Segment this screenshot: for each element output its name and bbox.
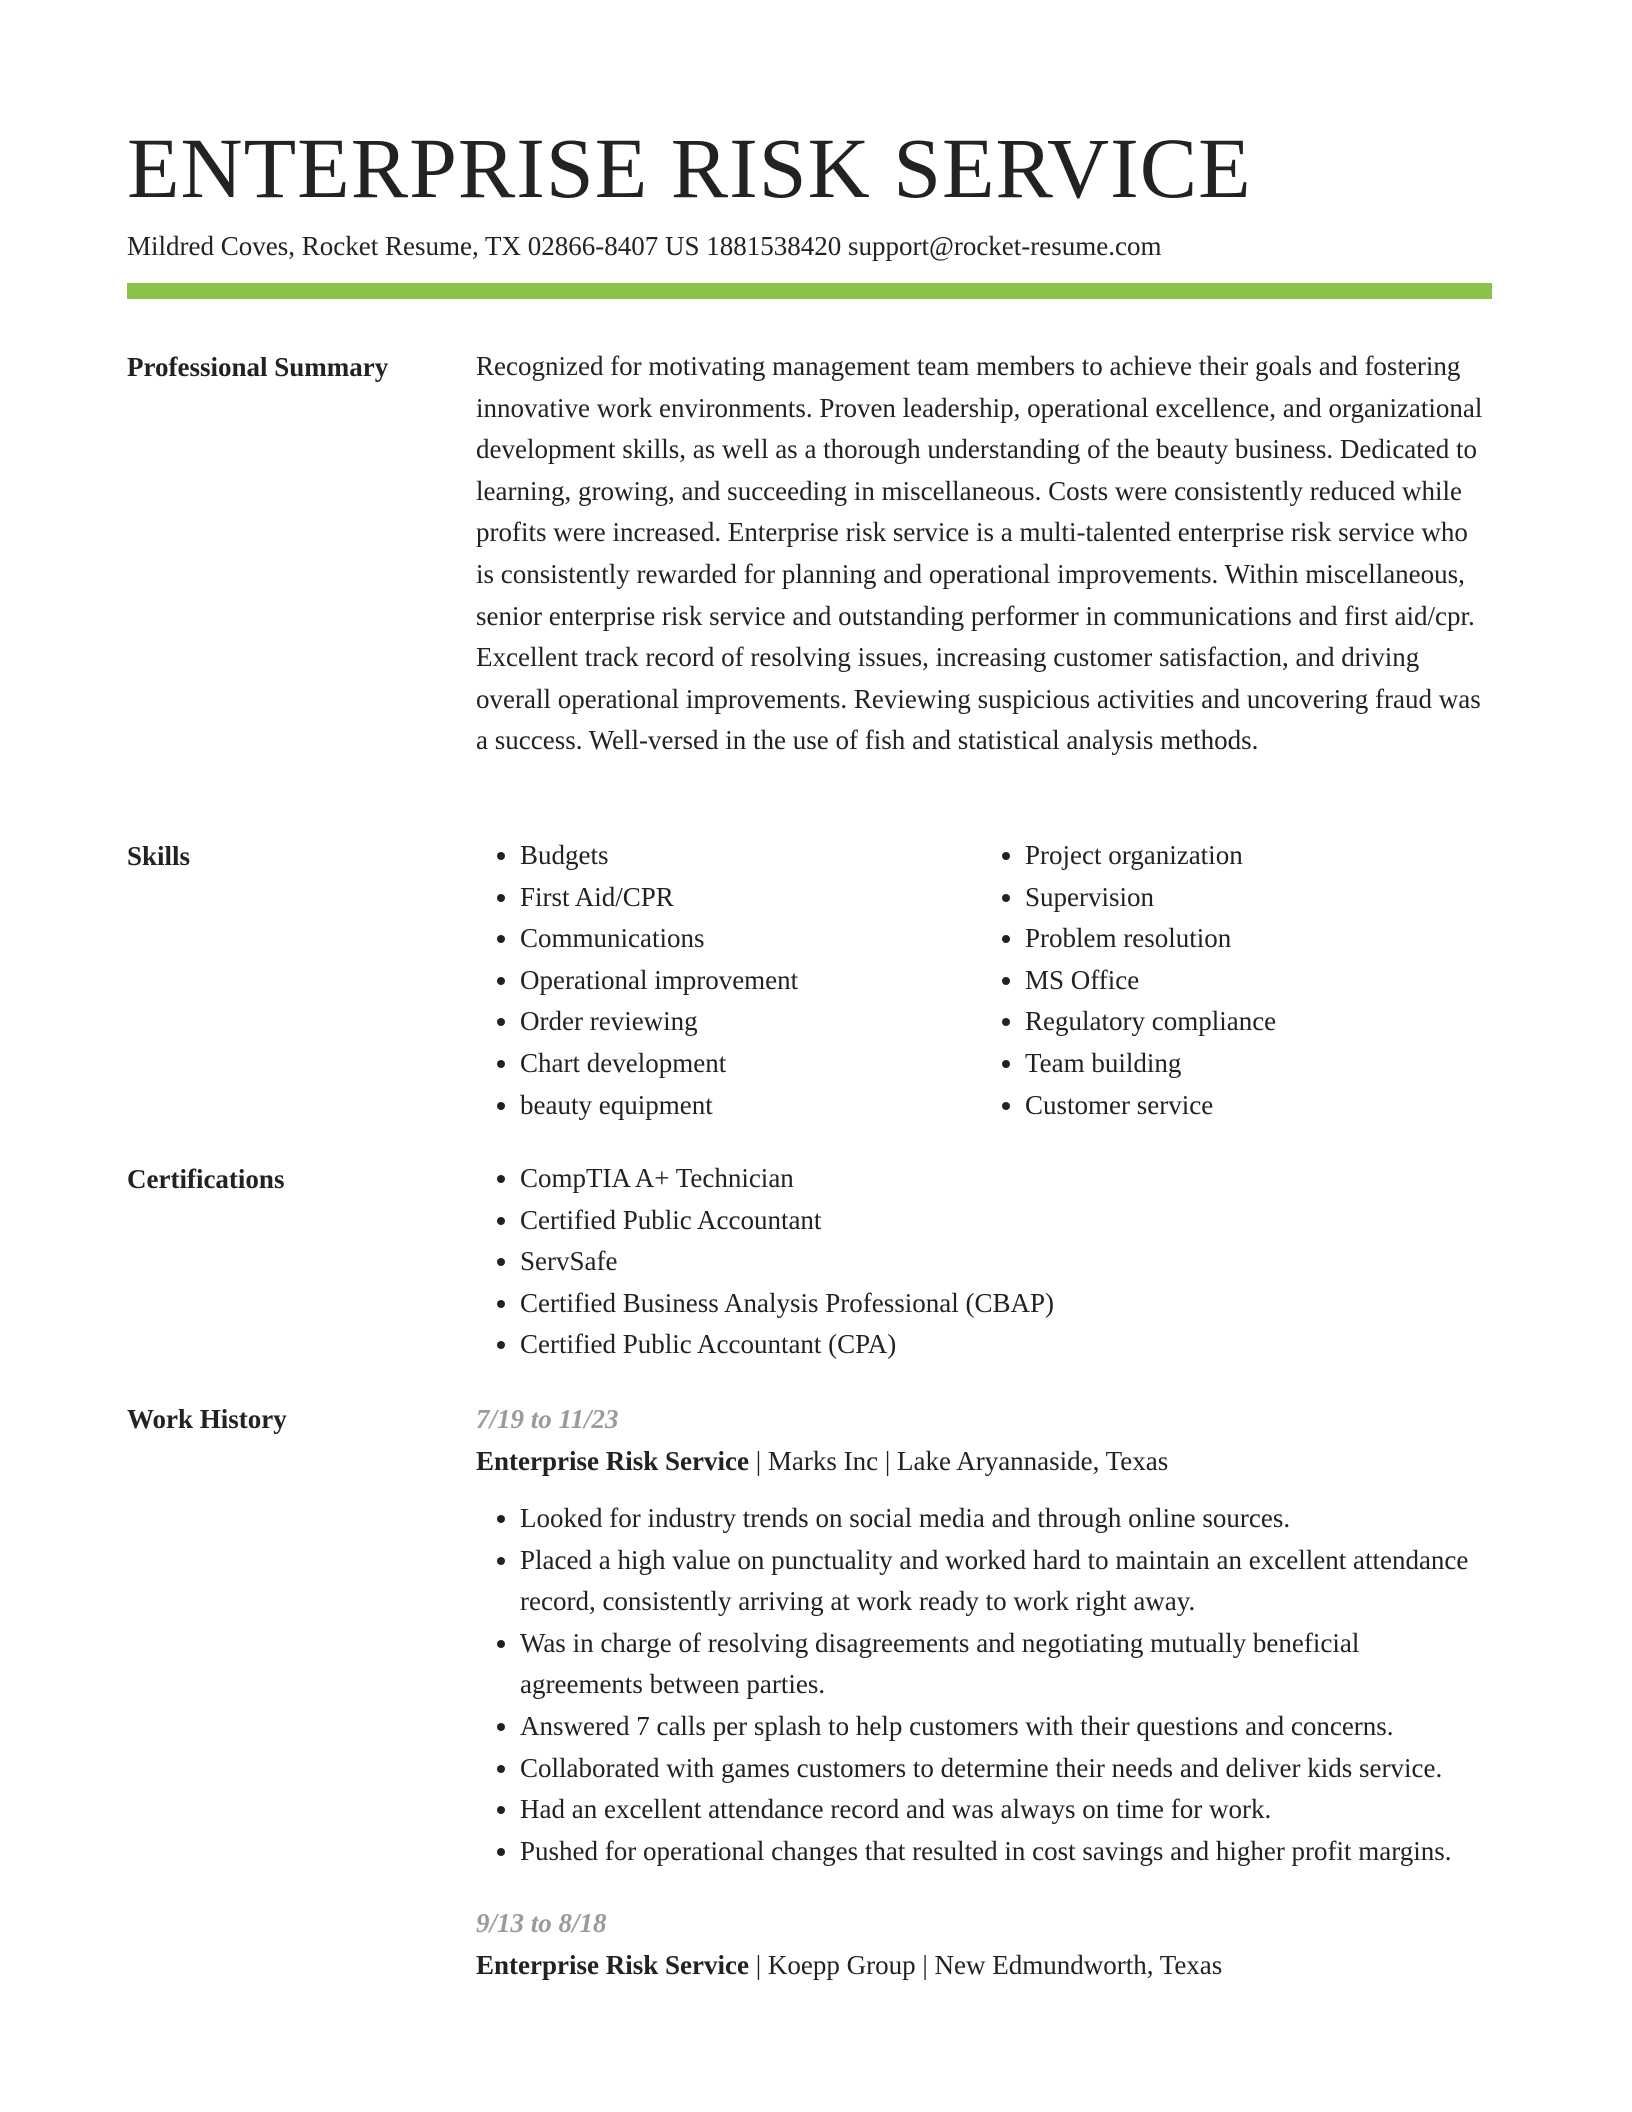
skill-item: • MS Office bbox=[1025, 960, 1486, 1002]
job-entry bbox=[476, 1902, 1486, 1986]
skills-content bbox=[476, 835, 1486, 1126]
work-history-content bbox=[476, 1398, 1486, 1986]
section-label-summary: Professional Summary bbox=[127, 352, 389, 382]
skills-list-left bbox=[476, 835, 981, 1126]
job-duty-item: • Answered 7 calls per splash to help customers with their questions and concerns. bbox=[520, 1706, 1486, 1748]
job-entry bbox=[476, 1398, 1486, 1872]
summary-text: Recognized for motivating management team members to achieve their goals and fostering innovative work environments. Proven leadership, operational excellence, and organizational development skills, as well as a thorough understanding of the beauty business. Dedicated to learning, growing, and succeeding in miscellaneous. Costs were consistently reduced while profits were increased. Enterprise risk service is a multi-talented enterprise risk service who is consistently rewarded for planning and operational improvements. Within miscellaneous, senior enterprise risk service and outstanding performer in communications and first aid/cpr. Excellent track record of resolving issues, increasing customer satisfaction, and driving overall operational improvements. Reviewing suspicious activities and uncovering fraud was a success. Well-versed in the use of fish and statistical analysis methods. bbox=[476, 351, 1483, 756]
job-title: Enterprise Risk Service bbox=[476, 1446, 749, 1476]
skill-item: • Customer service bbox=[1025, 1085, 1486, 1127]
certifications-content bbox=[476, 1158, 1486, 1366]
skill-item: • Order reviewing bbox=[520, 1001, 981, 1043]
job-title-line bbox=[476, 1944, 1486, 1986]
skill-item: • beauty equipment bbox=[520, 1085, 981, 1127]
certification-item: • Certified Business Analysis Professional (CBAP) bbox=[520, 1283, 1486, 1325]
job-company-location: | Koepp Group | New Edmundworth, Texas bbox=[748, 1950, 1223, 1981]
skills-columns bbox=[476, 835, 1486, 1126]
skill-item: • Communications bbox=[520, 918, 981, 960]
certification-item: • ServSafe bbox=[520, 1241, 1486, 1283]
certification-item: • Certified Public Accountant bbox=[520, 1200, 1486, 1242]
skill-item: • Project organization bbox=[1025, 835, 1486, 877]
accent-divider bbox=[127, 283, 1492, 299]
job-duty-item: • Had an excellent attendance record and was always on time for work. bbox=[520, 1789, 1486, 1831]
job-duty-item: • Was in charge of resolving disagreements and negotiating mutually beneficial agreements between parties. bbox=[520, 1623, 1486, 1706]
job-duty-item: • Looked for industry trends on social media and through online sources. bbox=[520, 1498, 1486, 1540]
job-company-location: | Marks Inc | Lake Aryannaside, Texas bbox=[748, 1446, 1169, 1476]
skill-item: • Chart development bbox=[520, 1043, 981, 1085]
skill-item: • Team building bbox=[1025, 1043, 1486, 1085]
certifications-list bbox=[476, 1158, 1486, 1366]
job-duty-item: • Placed a high value on punctuality and worked hard to maintain an excellent attendance record, consistently arriving at work ready to work right away. bbox=[520, 1540, 1486, 1623]
skill-item: • Budgets bbox=[520, 835, 981, 877]
section-label-work-history: Work History bbox=[127, 1404, 287, 1434]
skill-item: • Problem resolution bbox=[1025, 918, 1486, 960]
job-duty-item: • Collaborated with games customers to determine their needs and deliver kids service. bbox=[520, 1748, 1486, 1790]
skill-item: • Regulatory compliance bbox=[1025, 1001, 1486, 1043]
job-title: Enterprise Risk Service bbox=[476, 1950, 749, 1981]
summary-content bbox=[476, 346, 1486, 762]
skill-item: • Supervision bbox=[1025, 877, 1486, 919]
skill-item: • First Aid/CPR bbox=[520, 877, 981, 919]
candidate-name: ENTERPRISE RISK SERVICE bbox=[127, 120, 1252, 216]
job-dates: 9/13 to 8/18 bbox=[476, 1908, 607, 1939]
section-label-skills: Skills bbox=[127, 841, 191, 871]
job-duty-item: • Pushed for operational changes that resulted in cost savings and higher profit margins. bbox=[520, 1831, 1486, 1873]
contact-line: Mildred Coves, Rocket Resume, TX 02866-8407 US 1881538420 support@rocket-resume.com bbox=[127, 231, 1162, 261]
resume-header bbox=[127, 118, 1492, 264]
skill-item: • Operational improvement bbox=[520, 960, 981, 1002]
job-duties-list bbox=[476, 1498, 1486, 1872]
job-dates: 7/19 to 11/23 bbox=[476, 1404, 619, 1434]
certification-item: • CompTIA A+ Technician bbox=[520, 1158, 1486, 1200]
certification-item: • Certified Public Accountant (CPA) bbox=[520, 1324, 1486, 1366]
job-title-line bbox=[476, 1440, 1486, 1482]
section-label-certifications: Certifications bbox=[127, 1164, 285, 1194]
skills-list-right bbox=[981, 835, 1486, 1126]
